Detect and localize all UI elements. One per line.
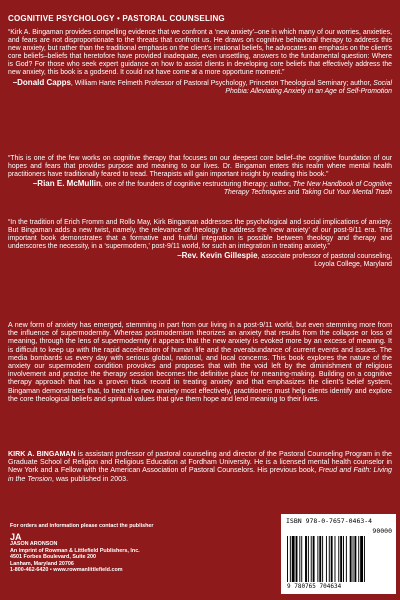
isbn-label: ISBN 978-0-7657-0463-4 (286, 517, 373, 525)
barcode-bars (287, 536, 390, 582)
quote-attribution (8, 79, 392, 96)
publisher-contact-note: For orders and information please contact the publisher (10, 523, 154, 529)
quote-text: “In the tradition of Erich Fromm and Rollo May, Kirk Bingaman addresses the psychological and social implications of anxiety. But Bingaman adds a new twist, namely, the relevance of theology to address the ‘new anxiety’ of our post-9/11 era. This important book demonstrates that a formative and fruitful integration is possible between theology and therapy and underscores the necessity, in a ‘supermodern,’ post-9/11 world, for such an integration in treating anxiety.” (8, 219, 392, 251)
endorser-name: –Rian E. McMullin (32, 179, 101, 189)
author-bio (8, 450, 392, 483)
publisher-name: JASON ARONSON (10, 541, 58, 548)
endorser-book: Taking Out Your Mental Trash (301, 189, 392, 197)
quote-attribution (8, 252, 392, 269)
publisher-line: An imprint of Rowman & Littlefield Publishers, Inc. (10, 547, 140, 554)
endorser-book: Social Phobia: Alleviating Anxiety in an Age of Self-Promotion (225, 79, 392, 95)
previous-book: Freud and Faith: Living in the Tension (8, 466, 392, 483)
quote-attribution (8, 180, 392, 197)
quote-text: “This is one of the few works on cognitive therapy that focuses on our deepest core belief–the cognitive foundation of our hopes and fears that provides purpose and meaning to our lives. Dr. Bingaman enters this realm where mental health practitioners have traditionally feared to tread. Therapists will gain important insight by reading this book.” (8, 155, 392, 179)
author-bio-end: , was published in 2003. (51, 474, 129, 483)
endorsement-mcmullin (8, 155, 392, 197)
description-text: A new form of anxiety has emerged, stemming in part from our living in a post-9/11 world, but even stemming more from the influence of supermodernity. Whereas postmodernism theorizes an anxiety that results from the collapse or loss of meaning, through the lens of supermodernity it appears that the new anxiety is evoked more by an excess of meaning. It is difficult to keep up with the rapid acceleration of human life and the overabundance of current events and issues. The media bombards us every day with serious global, national, and local concerns. This book explores the nature of the anxiety our supermodern condition provokes and proposes that with the void left by the diminishment of religious involvement and practice the therapy session becomes the definitive place for meaning-making. Building on a cognitive therapy approach that has a proven track record in treating anxiety and that emphasizes the client’s belief system, Bingaman demonstrates that, to treat this new anxiety most effectively, practitioners must help clients identify and explore the core theological beliefs and spiritual values that give them hope and lend meaning to their lives. (8, 321, 392, 403)
barcode-panel (281, 514, 396, 594)
price-code: 90000 (372, 527, 392, 535)
endorsement-gillespie (8, 219, 392, 270)
barcode-digits: 9 780765 704634 (287, 583, 342, 590)
endorser-book: The New Handbook of Cognitive Therapy Techniques (223, 181, 392, 197)
endorser-affiliation: , one of the founders of cognitive restructuring therapy; author, (100, 181, 293, 189)
endorser-affiliation: , William Harte Felmeth Professor of Pastoral Psychology, Princeton Theological Seminary; author, (70, 79, 374, 87)
author-bio-text: is assistant professor of pastoral counseling and director of the Pastoral Counseling Program in the Graduate School of Religion and Religious Education at Fordham University. He is a licensed mental health counselor in New York and a Fellow with the American Association of Pastoral Counselors. His previous book, (8, 450, 393, 475)
endorser-institution: Loyola College, Maryland (314, 261, 392, 269)
endorser-name: –Donald Capps (12, 77, 71, 87)
author-name: KIRK A. BINGAMAN (8, 450, 76, 458)
conjunction: and (286, 189, 302, 197)
quote-text: “Kirk A. Bingaman provides compelling evidence that we confront a ‘new anxiety’–one in which many of our worries, anxieties, and fears are not disproportionate to the threats that confront us. He draws on cognitive behavioral therapy to address this new anxiety, but rather than the traditional emphasis on the client’s irrational beliefs, he advocates an emphasis on the client’s core beliefs–beliefs that heretofore have provided inadequate, even unsettling, answers to the fundamental question: Where is God? For those who seek expert guidance on how to assist clients in developing core beliefs that effectively address the new anxiety, this book is a godsend. It could not have come at a more opportune moment.” (8, 29, 392, 77)
book-description (8, 321, 392, 403)
endorser-affiliation: , associate professor of pastoral counseling, (257, 253, 392, 261)
publisher-logo: JA (10, 532, 22, 543)
category-header: COGNITIVE PSYCHOLOGY • PASTORAL COUNSELING (8, 14, 225, 23)
endorsement-capps (8, 29, 392, 96)
publisher-line: 1-800-462-6420 • www.rowmanlittlefield.com (10, 567, 123, 574)
publisher-line: 4501 Forbes Boulevard, Suite 200 (10, 554, 96, 561)
publisher-line: Lanham, Maryland 20706 (10, 560, 74, 567)
publisher-info (10, 523, 180, 573)
endorser-name: –Rev. Kevin Gillespie (177, 251, 258, 261)
